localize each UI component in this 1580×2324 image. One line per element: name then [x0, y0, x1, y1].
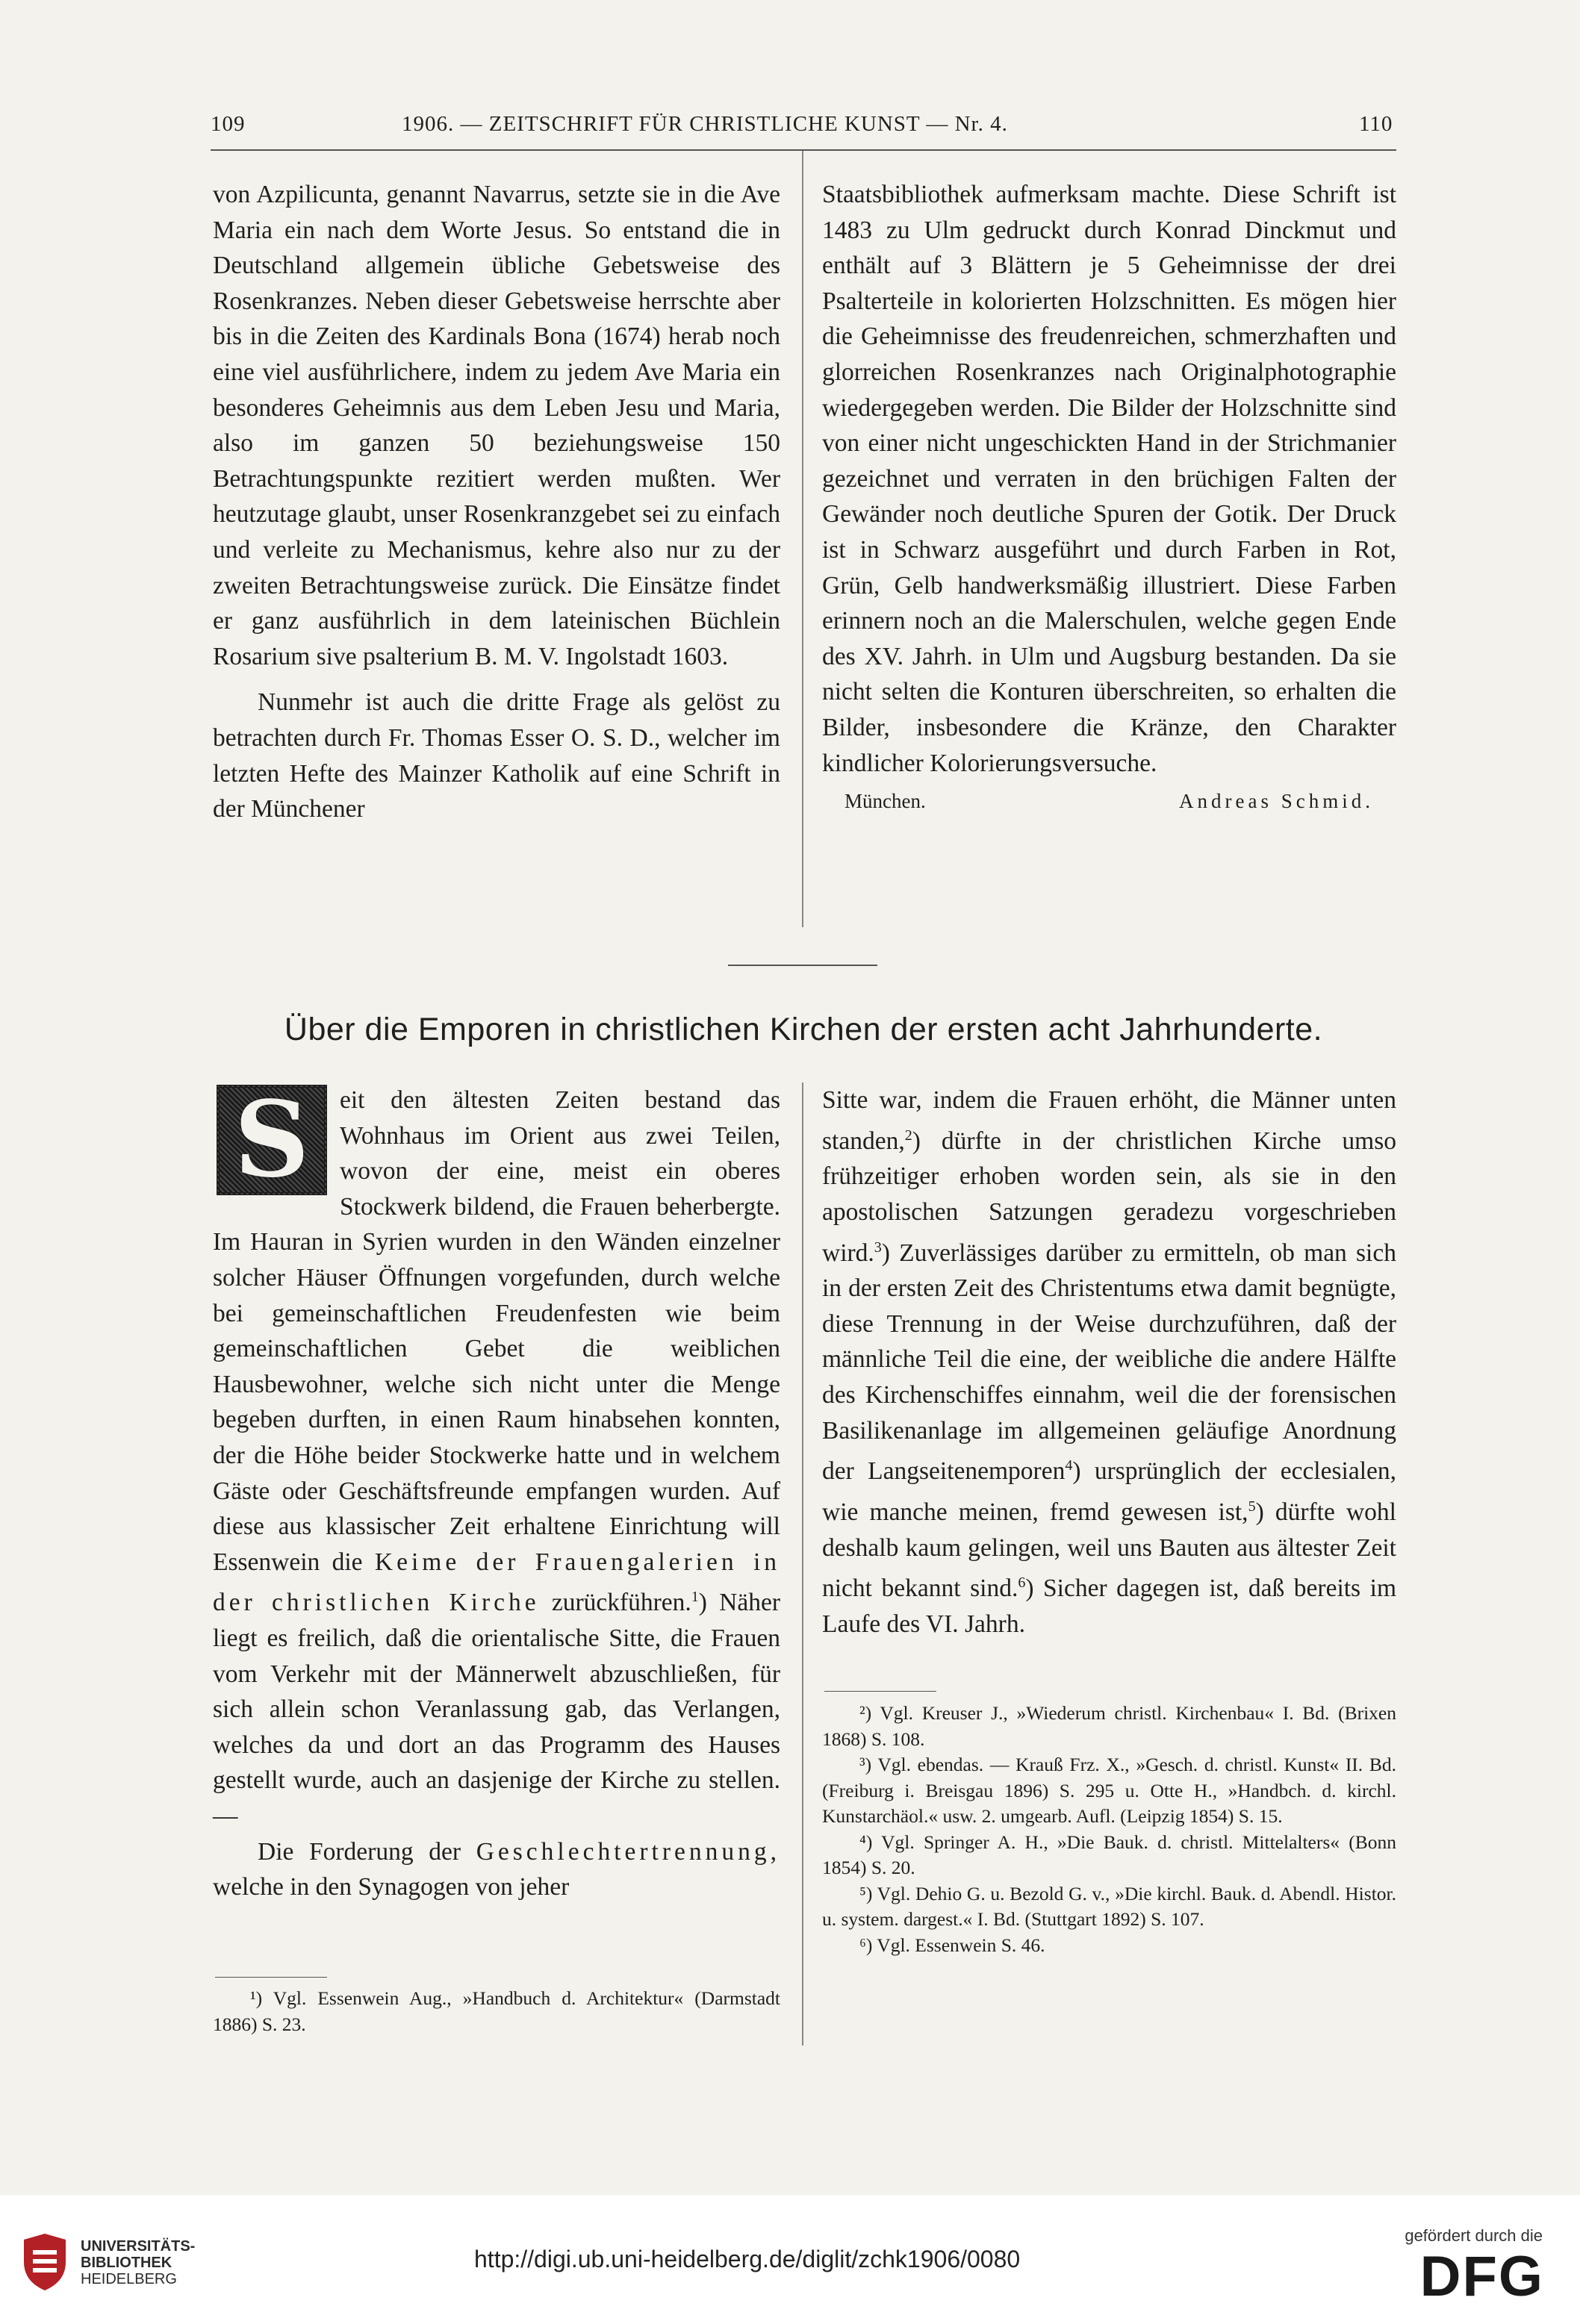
article2-spaced-phrase: Keime der Frauengalerien in der christlichen Kirche: [213, 1548, 781, 1617]
footnote-ref-2[interactable]: 2: [904, 1127, 912, 1144]
article2-right-text-a: Sitte war, indem die Frauen erhöht, die Männer unten standen,: [822, 1086, 1396, 1155]
article2-right-text-b: ) dürfte in der christlichen Kirche umso frühzeitiger erhoben worden sein, als sie in den apostolischen Satzungen geradezu vorgeschrieben wird.: [822, 1127, 1396, 1267]
article2-left-text-b: zurückführen.: [551, 1589, 691, 1617]
digitization-footer: [0, 2195, 1580, 2324]
footnote-6: ⁶) Vgl. Essenwein S. 46.: [859, 1934, 1045, 1956]
page-number-left: 109: [211, 112, 246, 136]
article2-left-text-c: ) Näher liegt es freilich, daß die orientalische Sitte, die Frauen vom Verkehr mit der Männerwelt abzuschließen, für sich allein schon Veranlassung gab, das Verlangen, welches da und dort an das Programm des Hauses gestellt wurde, auch an dasjenige der Kirche zu stellen. —: [213, 1589, 780, 1831]
footnote-ref-5[interactable]: 5: [1248, 1498, 1256, 1515]
article1-left-paragraph-1: von Azpilicunta, genannt Navarrus, setzte sie in die Ave Maria ein nach dem Worte Jesus. So entstand die in Deutschland allgemein übliche Gebetsweise des Rosenkranzes. Neben dieser Gebetsweise herrschte aber bis in die Zeiten des Kardinals Bona (1674) herab noch eine viel ausführlichere, indem zu jedem Ave Maria ein besonderes Geheimnis aus dem Leben Jesu und Maria, also im ganzen 50 beziehungsweise 150 Betrachtungspunkte rezitiert werden mußten. Wer heutzutage glaubt, unser Rosenkranzgebet sei zu einfach und verleite zu Mechanismus, kehre also nur zu der zweiten Betrachtungsweise zurück. Die Einsätze findet er ganz ausführlich in dem lateinischen Büchlein Rosarium sive psalterium B. M. V. Ingolstadt 1603.: [213, 181, 780, 670]
article1-author: Andreas Schmid.: [1179, 790, 1374, 813]
footnotes-left: [213, 1986, 780, 2037]
article2-right-column: [822, 1082, 1396, 1642]
running-title: 1906. — ZEITSCHRIFT FÜR CHRISTLICHE KUNST — Nr. 4.: [402, 112, 1008, 136]
article1-place: München.: [845, 790, 926, 813]
article2-left-text-d: Die Forderung der: [258, 1837, 461, 1866]
article2-right-text-e: ) dürfte wohl deshalb kaum gelingen, weil uns Bauten aus ältester Zeit nicht bekannt sind.: [822, 1498, 1396, 1603]
library-name-line1: UNIVERSITÄTS-: [81, 2238, 196, 2255]
footnote-3: ³) Vgl. ebendas. — Krauß Frz. X., »Gesch. d. christl. Kunst« II. Bd. (Freiburg i. Breisgau 1896) S. 295 u. Otte H., »Handbch. d. kirchl. Kunstarchäol.« usw. 2. umgearb. Aufl. (Leipzig 1854) S. 15.: [822, 1754, 1396, 1827]
article1-left-paragraph-2: Nunmehr ist auch die dritte Frage als gelöst zu betrachten durch Fr. Thomas Esser O. S. D., welcher im letzten Hefte des Mainzer Katholik auf eine Schrift in der Münchener: [213, 688, 780, 823]
column-divider-top: [802, 151, 803, 927]
article2-left-text-a: eit den ältesten Zeiten bestand das Wohnhaus im Orient aus zwei Teilen, wovon der eine, meist ein oberes Stockwerk bildend, die Frauen beherbergte. Im Hauran in Syrien wurden in den Wänden einzelner solcher Häuser Öffnungen vorgefunden, durch welche bei gemeinschaftlichen Freudenfesten wie beim gemeinschaftlichen Gebet die weiblichen Hausbewohner, welche sich nicht unter die Menge begeben durften, in einen Raum hinabsehen konnten, der die Höhe beider Stockwerke hatte und in welchem Gäste oder Geschäftsfreunde empfangen wurden. Auf diese aus klassischer Zeit erhaltene Einrichtung will Essenwein die: [213, 1086, 780, 1576]
footnote-ref-3[interactable]: 3: [874, 1239, 882, 1256]
column-divider-bottom: [802, 1082, 803, 2046]
source-url-link[interactable]: http://digi.ub.uni-heidelberg.de/diglit/zchk1906/0080: [474, 2246, 1021, 2272]
article1-right-column: [822, 177, 1396, 817]
section-separator: [728, 965, 877, 966]
footnotes-right: [822, 1701, 1396, 1958]
footnote-ref-6[interactable]: 6: [1018, 1574, 1026, 1592]
article2-right-text-d: ) ursprünglich der ecclesialen, wie manche meinen, fremd gewesen ist,: [822, 1457, 1397, 1527]
article2-title: Über die Emporen in christlichen Kirchen der ersten acht Jahrhunderte.: [284, 1012, 1323, 1047]
article2-left-text-e: welche in den Synagogen von jeher: [213, 1873, 570, 1901]
drop-cap-letter: S: [234, 1079, 310, 1201]
footnote-4: ⁴) Vgl. Springer A. H., »Die Bauk. d. christl. Mittelalters« (Bonn 1854) S. 20.: [822, 1831, 1396, 1878]
footnote-1: ¹) Vgl. Essenwein Aug., »Handbuch d. Architektur« (Darmstadt 1886) S. 23.: [213, 1987, 780, 2035]
drop-cap-space: [213, 1079, 340, 1223]
article1-right-paragraph: Staatsbibliothek aufmerksam machte. Diese Schrift ist 1483 zu Ulm gedruckt durch Konrad Dinckmut und enthält auf 3 Blättern je 5 Geheimnisse der drei Psalterteile in kolorierten Holzschnitten. Es mögen hier die Geheimnisse des freudenreichen, schmerzhaften und glorreichen Rosenkranzes nach Originalphotographie wiedergegeben werden. Die Bilder der Holzschnitte sind von einer nicht ungeschickten Hand in der Strichmanier gezeichnet und verraten in den brüchigen Falten der Gewänder noch deutliche Spuren der Gotik. Der Druck ist in Schwarz ausgeführt und durch Farben in Rot, Grün, Gelb handwerksmäßig illustriert. Diese Farben erinnern noch an die Malerschulen, welche gegen Ende des XV. Jahrh. in Ulm und Augsburg bestanden. Da sie nicht selten die Konturen überschreiten, so erhalten die Bilder, insbesondere die Kränze, den Charakter kindlicher Kolorierungsversuche.: [822, 181, 1396, 777]
article2-spaced-term: Geschlechtertrennung,: [476, 1837, 780, 1866]
footnote-5: ⁵) Vgl. Dehio G. u. Bezold G. v., »Die kirchl. Bauk. d. Abendl. Histor. u. system. dargest.« I. Bd. (Stuttgart 1892) S. 107.: [822, 1882, 1396, 1930]
article2-right-text-c: ) Zuverlässiges darüber zu ermitteln, ob man sich in der ersten Zeit des Christentums etwa damit begnügte, diese Trennung in der Weise durchzuführen, daß der männliche Teil die eine, der weibliche die andere Hälfte des Kirchenschiffes einnahm, weil die der forensischen Basilikenanlage im allgemeinen geläufige Anordnung der Langseitenemporen: [822, 1239, 1396, 1486]
article1-left-column: [213, 177, 780, 827]
dfg-logo: DFG: [1419, 2245, 1544, 2308]
article1-signature: [822, 781, 1396, 817]
funding-note: gefördert durch die: [1405, 2226, 1543, 2245]
footnote-ref-1[interactable]: 1: [691, 1589, 699, 1606]
footnote-rule-left: [215, 1977, 327, 1978]
library-name-line2: BIBLIOTHEK: [81, 2255, 172, 2271]
library-name-line3: HEIDELBERG: [81, 2271, 177, 2287]
footnote-2: ²) Vgl. Kreuser J., »Wiederum christl. Kirchenbau« I. Bd. (Brixen 1868) S. 108.: [822, 1702, 1396, 1750]
article2-right-text-f: ) Sicher dagegen ist, daß bereits im Laufe des VI. Jahrh.: [822, 1574, 1397, 1639]
footnote-rule-right: [824, 1691, 936, 1692]
library-logo-icon: [21, 2232, 69, 2292]
article2-left-column: [213, 1079, 781, 1905]
footnote-ref-4[interactable]: 4: [1065, 1457, 1073, 1474]
page-number-right: 110: [1359, 112, 1393, 136]
header-rule: [211, 149, 1396, 151]
